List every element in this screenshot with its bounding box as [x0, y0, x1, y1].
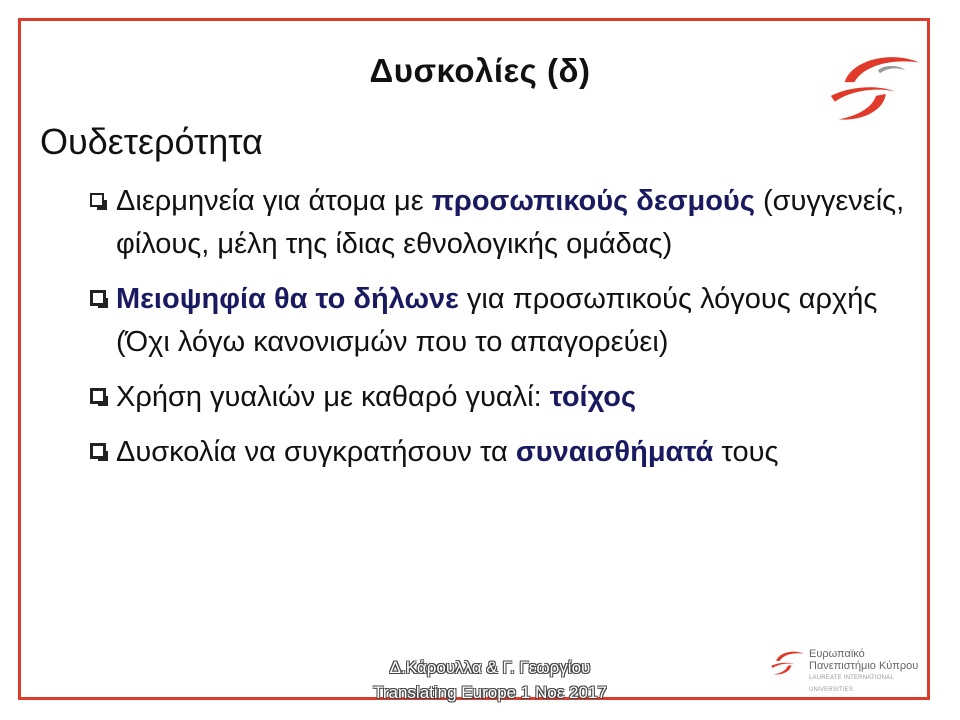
footer-event: Translating Europe 1 Noε 2017: [373, 683, 607, 702]
footer: [340, 655, 640, 705]
bullet-emphasis: προσωπικούς δεσμούς: [431, 185, 755, 217]
bullet-item: [86, 431, 916, 474]
bullet-item: [86, 180, 916, 266]
section-heading: Ουδετερότητα: [40, 121, 263, 162]
bullet-text: Χρήση γυαλιών με καθαρό γυαλί:: [116, 381, 550, 413]
logo-tagline: LAUREATE INTERNATIONAL UNIVERSITIES: [809, 675, 894, 693]
bullet-list: [86, 180, 916, 486]
logo-text: [809, 648, 934, 696]
bullet-text: τους: [713, 436, 779, 468]
bullet-text: Διερμηνεία για άτομα με: [116, 185, 432, 217]
bullet-item: [86, 278, 916, 364]
footer-logo: [769, 640, 934, 693]
bullet-item: [86, 376, 916, 419]
university-logo-icon: [769, 646, 805, 680]
slide-title: Δυσκολίες (δ): [369, 52, 591, 89]
checkbox-bullet-icon: [90, 388, 106, 404]
checkbox-bullet-icon: [90, 443, 106, 459]
footer-authors: Δ.Κάρουλλα & Γ. Γεωργίου: [389, 658, 591, 677]
bullet-emphasis: Μειοψηφία θα το δήλωνε: [116, 283, 459, 315]
bullet-emphasis: τοίχος: [549, 381, 637, 413]
bullet-text: Δυσκολία να συγκρατήσουν τα: [116, 436, 516, 468]
logo-name-line2: Πανεπιστήμιο Κύπρου: [809, 660, 919, 672]
checkbox-bullet-icon: [90, 290, 106, 306]
bullet-emphasis: συναισθήματά: [515, 436, 714, 468]
bullet-text: (συγγενείς, φίλους, μέλη της ίδιας εθνολογικής ομάδας): [116, 185, 905, 260]
bullet-text: για προσωπικούς λόγους αρχής (Όχι λόγω κανονισμών που το απαγορεύει): [116, 283, 878, 358]
checkbox-bullet-icon: [90, 193, 104, 207]
logo-name-line1: Ευρωπαϊκό: [809, 648, 865, 660]
